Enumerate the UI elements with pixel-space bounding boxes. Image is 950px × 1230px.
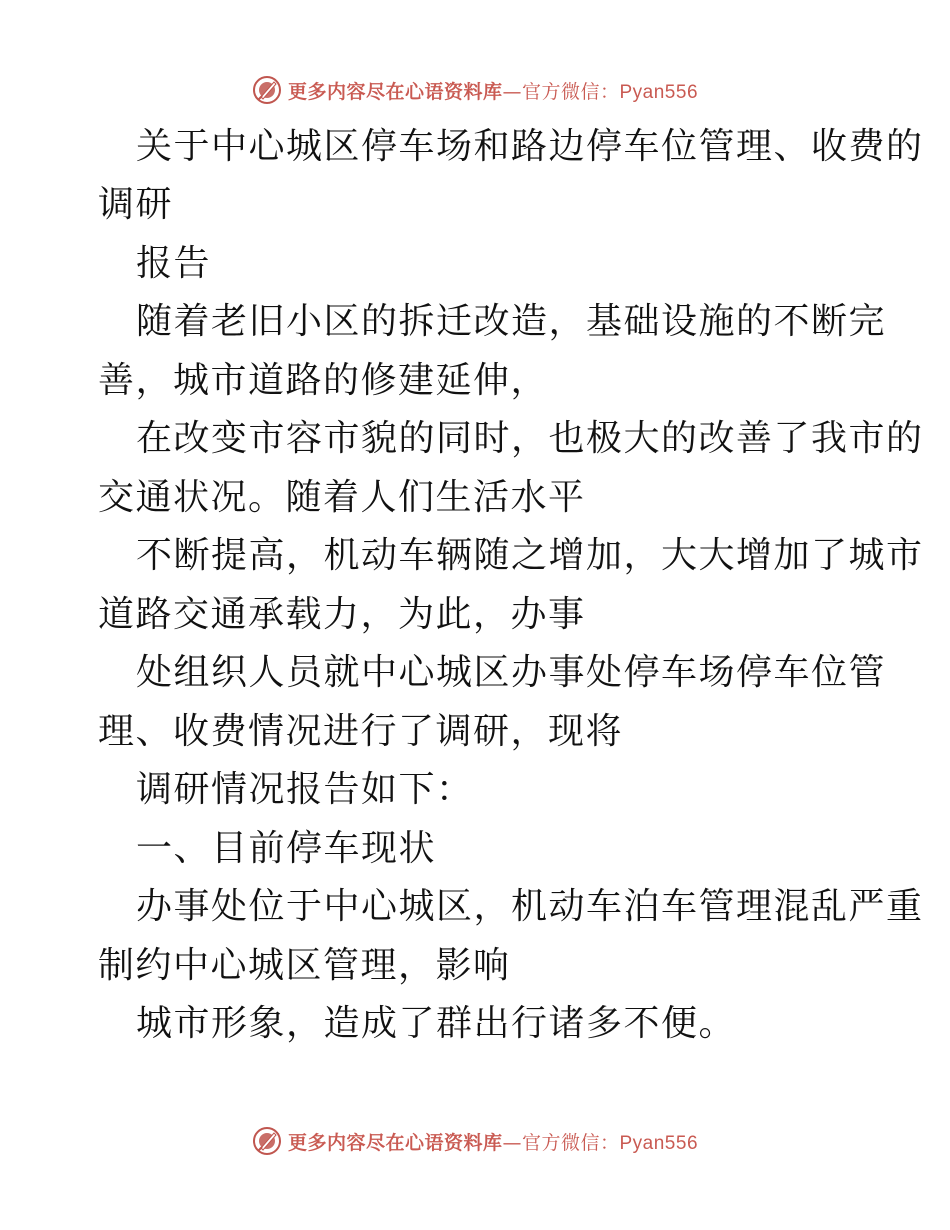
paragraph-line: 调研情况报告如下：	[136, 769, 474, 810]
paragraph-line: 不断提高，机动车辆随之增加，大大增加了城市	[136, 535, 924, 576]
watermark-wechat-label: 官方微信：	[521, 80, 620, 103]
watermark-wechat-id: Pyan556	[619, 81, 699, 103]
paragraph-line: 交通状况。随着人们生活水平	[98, 477, 586, 518]
watermark-text	[288, 77, 698, 104]
paragraph-line: 道路交通承载力，为此，办事	[98, 594, 586, 635]
paragraph-line: 制约中心城区管理，影响	[98, 945, 511, 986]
title-line-1: 关于中心城区停车场和路边停车位管理、收费的	[136, 126, 924, 167]
paragraph-line: 随着老旧小区的拆迁改造，基础设施的不断完	[136, 301, 887, 342]
watermark-dash: —	[502, 80, 522, 103]
paragraph-line: 在改变市容市貌的同时，也极大的改善了我市的	[136, 418, 924, 459]
paragraph-line: 理、收费情况进行了调研，现将	[98, 711, 624, 752]
paragraph-line: 城市形象，造成了群出行诸多不便。	[136, 1003, 737, 1044]
watermark-brand: 更多内容尽在心语资料库	[287, 80, 503, 103]
paragraph-line: 处组织人员就中心城区办事处停车场停车位管	[136, 652, 887, 693]
title-line-2: 调研	[98, 184, 174, 225]
watermark-text	[288, 1128, 698, 1155]
section-heading: 一、目前停车现状	[136, 828, 437, 869]
title-line-3: 报告	[136, 243, 212, 284]
quill-pen-logo-icon	[252, 75, 282, 105]
quill-pen-logo-icon	[252, 1126, 282, 1156]
watermark-brand: 更多内容尽在心语资料库	[287, 1131, 503, 1154]
footer-watermark	[0, 1121, 950, 1161]
watermark-dash: —	[502, 1131, 522, 1154]
watermark-wechat-id: Pyan556	[619, 1132, 699, 1154]
header-watermark	[0, 70, 950, 110]
paragraph-line: 办事处位于中心城区，机动车泊车管理混乱严重	[136, 886, 924, 927]
paragraph-line: 善，城市道路的修建延伸，	[98, 360, 549, 401]
watermark-wechat-label: 官方微信：	[521, 1131, 620, 1154]
